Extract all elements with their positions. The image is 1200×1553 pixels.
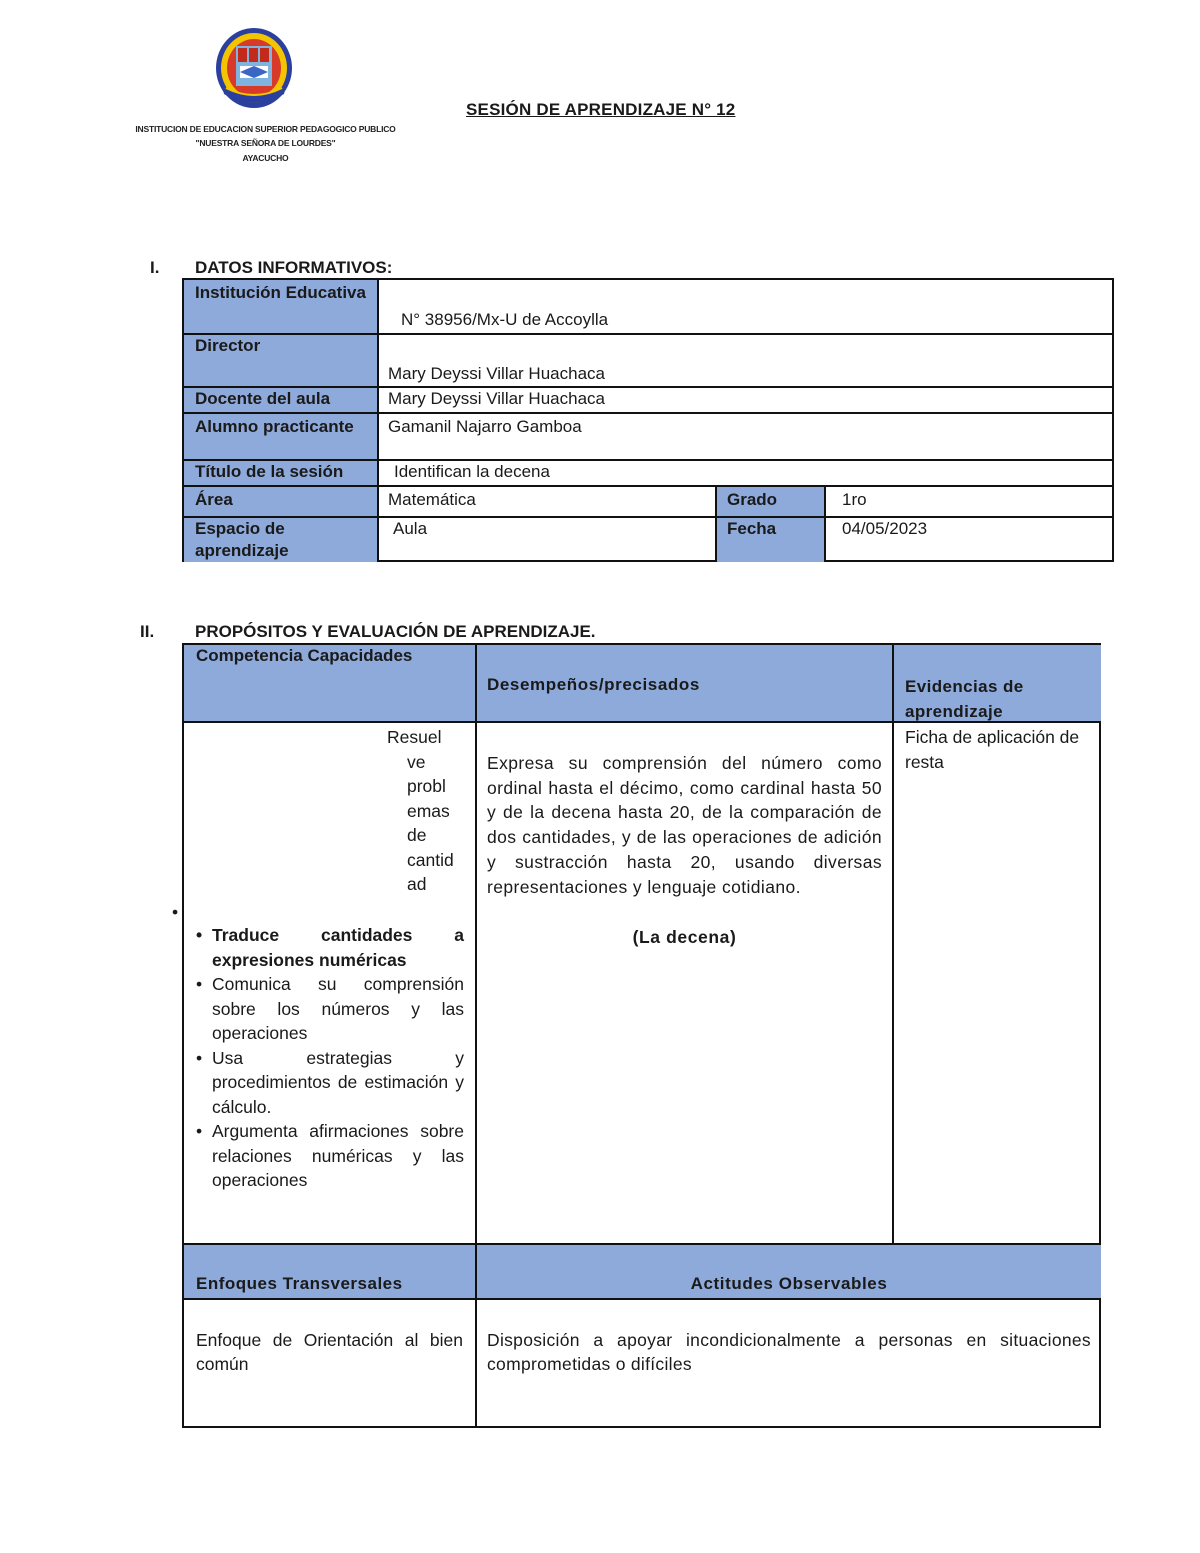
section2-title: PROPÓSITOS Y EVALUACIÓN DE APRENDIZAJE.: [195, 622, 596, 641]
enfoque-value: Enfoque de Orientación al bien común: [196, 1330, 463, 1374]
area-label: Área: [184, 487, 377, 516]
competencia-line: de: [407, 825, 427, 845]
table-divider: [184, 1243, 1101, 1245]
empty-bullet: •: [172, 902, 179, 922]
competencia-line: cantid: [407, 849, 454, 870]
institution-city: AYACUCHO: [242, 153, 289, 163]
evidencia-cell: [894, 723, 1101, 1243]
table-divider: [184, 1298, 1101, 1300]
actitudes-header: Actitudes Observables: [477, 1245, 1101, 1298]
enfoques-header: Enfoques Transversales: [184, 1245, 475, 1298]
docente-label: Docente del aula: [184, 388, 377, 412]
table-divider: [184, 386, 1114, 388]
table-divider: [824, 487, 826, 562]
table-divider: [184, 459, 1114, 461]
evidencia-text: Ficha de aplicación de resta: [905, 727, 1080, 772]
capacidad-item: • Usa estrategias y procedimientos de estimación y cálculo.: [196, 1046, 464, 1120]
fecha-value: 04/05/2023: [842, 519, 928, 538]
institution-subtitle: "NUESTRA SEÑORA DE LOURDES": [195, 138, 336, 148]
document-title: SESIÓN DE APRENDIZAJE N° 12: [466, 100, 736, 119]
section1-number: I.: [150, 258, 160, 277]
section2-number: II.: [140, 622, 155, 641]
titulo-label: Título de la sesión: [184, 461, 377, 485]
alumno-label: Alumno practicante: [184, 414, 377, 459]
capacidad-item: • Comunica su comprensión sobre los números y las operaciones: [196, 972, 464, 1046]
desempenos-header: Desempeños/precisados: [477, 645, 892, 721]
table-divider: [184, 721, 1101, 723]
competencia-line: Resuel: [387, 727, 442, 747]
competencia-line: emas: [407, 800, 450, 821]
alumno-value: Gamanil Najarro Gamboa: [388, 417, 582, 436]
evidencias-header: Evidencias de aprendizaje: [894, 645, 1101, 721]
institucion-value: N° 38956/Mx-U de Accoylla: [401, 310, 609, 329]
enfoque-cell: [184, 1300, 475, 1428]
competencia-line: probl: [407, 776, 446, 796]
grado-value: 1ro: [842, 490, 867, 509]
table-divider: [377, 280, 379, 562]
fecha-label: Fecha: [717, 518, 824, 562]
institution-seal-logo: [214, 26, 294, 110]
competencia-cell: [172, 723, 475, 1243]
director-label: Director: [184, 335, 377, 386]
competencia-name: [387, 725, 467, 897]
area-value: Matemática: [388, 490, 476, 509]
table-divider: [892, 645, 894, 1245]
table-divider: [184, 516, 1114, 518]
table-divider: [715, 487, 717, 562]
desempeno-cell: [477, 723, 892, 1243]
competencia-header: Competencia Capacidades: [184, 645, 475, 721]
director-value: Mary Deyssi Villar Huachaca: [388, 364, 605, 383]
institucion-label: Institución Educativa: [184, 280, 377, 333]
table-divider: [184, 485, 1114, 487]
espacio-label: Espacio de aprendizaje: [184, 518, 377, 562]
grado-label: Grado: [717, 487, 824, 516]
docente-value: Mary Deyssi Villar Huachaca: [388, 389, 605, 408]
actitud-value: Disposición a apoyar incondicionalmente a personas en situaciones comprometidas o difíciles: [487, 1330, 1091, 1374]
actitud-cell: [477, 1300, 1101, 1428]
capacidad-item: • Argumenta afirmaciones sobre relaciones numéricas y las operaciones: [196, 1119, 464, 1193]
propositos-table: [172, 643, 1101, 1428]
capacidades-list: [196, 923, 464, 1193]
table-divider: [475, 645, 477, 1428]
section1-title: DATOS INFORMATIVOS:: [195, 258, 393, 277]
table-divider: [184, 333, 1114, 335]
table-divider: [184, 412, 1114, 414]
competencia-line: ad: [407, 874, 427, 894]
datos-informativos-table: [182, 278, 1114, 562]
desempeno-note: (La decena): [632, 927, 737, 948]
competencia-line: ve: [407, 751, 426, 772]
desempeno-text: Expresa su comprensión del número como ordinal hasta el décimo, como cardinal hasta 50 y de la decena hasta 20, de la comparación de dos cantidades, y de las operaciones de adición y sustracción hasta 20, usando diversas representaciones y lenguaje cotidiano.: [487, 753, 882, 897]
espacio-value: Aula: [393, 519, 428, 538]
capacidad-item: • Traduce cantidades a expresiones numéricas: [196, 923, 464, 972]
titulo-value: Identifican la decena: [394, 462, 550, 481]
institution-name: INSTITUCION DE EDUCACION SUPERIOR PEDAGOGICO PUBLICO: [135, 124, 396, 134]
